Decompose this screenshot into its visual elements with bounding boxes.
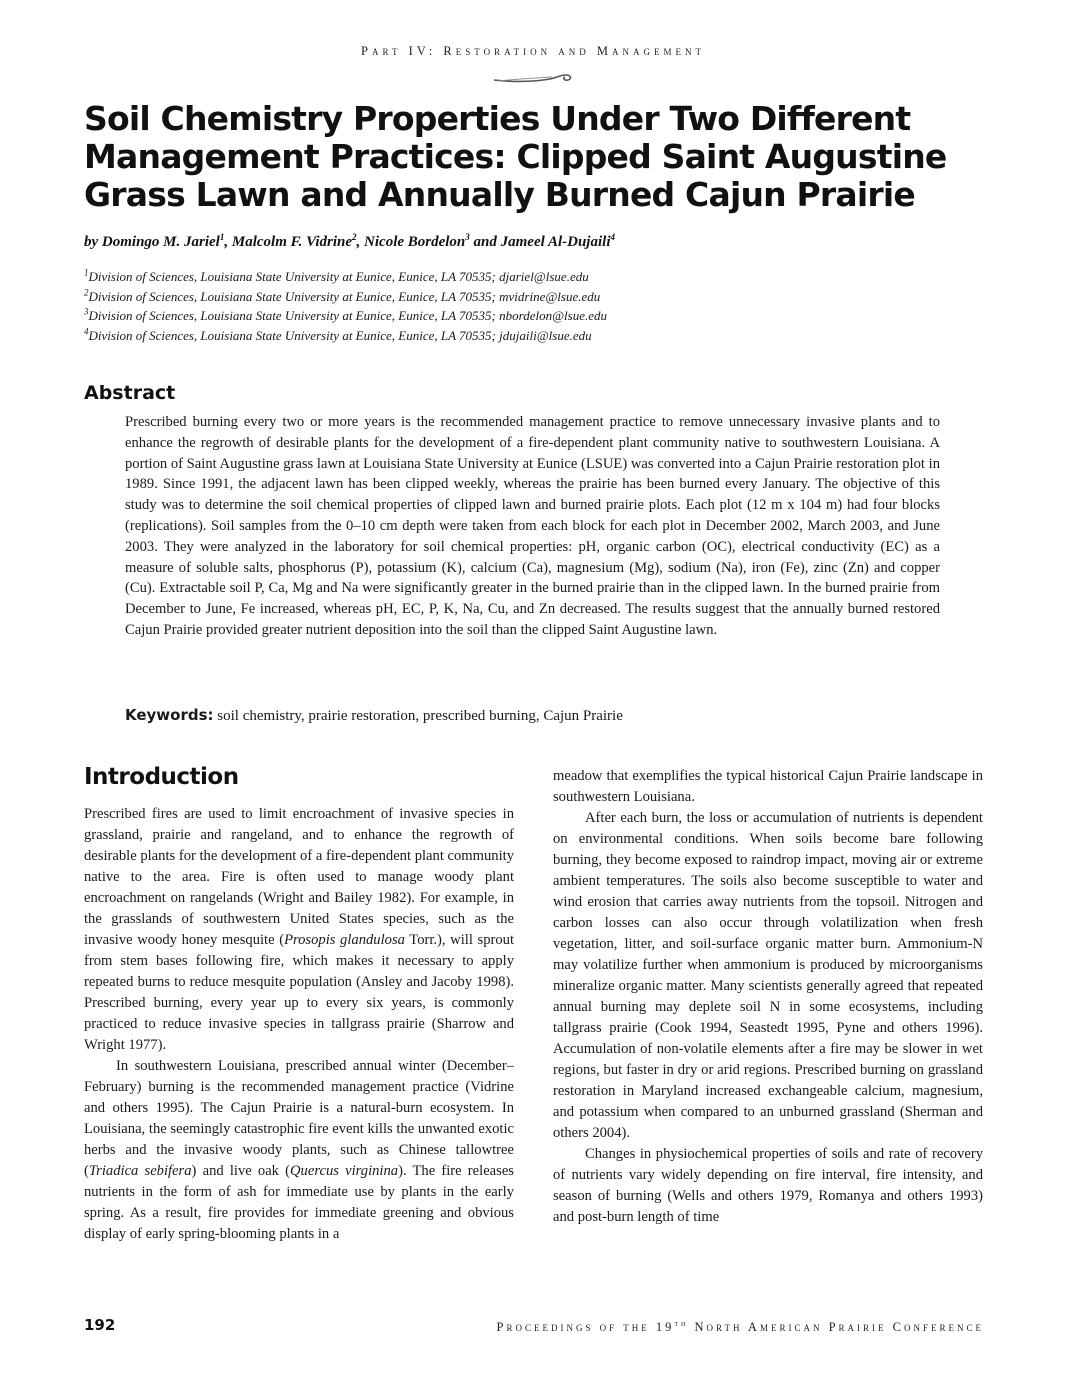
running-head: Part IV: Restoration and Management	[361, 44, 705, 58]
byline: by Domingo M. Jariel$^1$, Malcolm F. Vidrine$^2$, Nicole Bordelon$^3$ and Jameel Al-Dujaili$^4$	[84, 232, 615, 250]
affiliation-line: $^3$Division of Sciences, Louisiana State University at Eunice, Eunice, LA 70535; nbordelon@lsue.edu	[84, 306, 608, 323]
author-affiliation-marker: 3	[465, 232, 470, 242]
author-name: Jameel Al-Dujaili	[500, 234, 611, 250]
paper-title	[84, 100, 984, 214]
body-paragraph: meadow that exemplifies the typical historical Cajun Prairie landscape in southwestern Louisiana.	[553, 768, 983, 805]
author-name: Nicole Bordelon	[364, 234, 466, 250]
ornament-divider	[492, 70, 574, 86]
body-paragraph: Prescribed fires are used to limit encroachment of invasive species in grassland, prairie and rangeland, and to enhance the regrowth of desirable plants for the development of a fire-dependent plant community native to the area. Fire is often used to manage woody plant encroachment on rangelands (Wright and Bailey 1982). For example, in the grasslands of southwestern United States species, such as the invasive woody honey mesquite (Prosopis glandulosa Torr.), will sprout from stem bases following fire, which makes it necessary to apply repeated burns to reduce mesquite population (Ansley and Jacoby 1998). Prescribed burning, every year up to every six years, is commonly practiced to reduce invasive species in tallgrass prairie (Sharrow and Wright 1977).	[84, 806, 514, 1053]
body-column-left	[84, 804, 514, 1245]
body-column-right	[553, 766, 983, 1228]
keywords-text: soil chemistry, prairie restoration, prescribed burning, Cajun Prairie	[217, 708, 623, 724]
keywords-label: Keywords:	[125, 706, 214, 724]
affiliation-line: $^2$Division of Sciences, Louisiana State University at Eunice, Eunice, LA 70535; mvidrine@lsue.edu	[84, 287, 601, 304]
author-affiliation-marker: 1	[219, 232, 225, 242]
affiliations	[84, 267, 984, 345]
title-line: Soil Chemistry Properties Under Two Different	[84, 99, 911, 138]
body-paragraph: Changes in physiochemical properties of soils and rate of recovery of nutrients vary widely depending on fire interval, fire intensity, and season of burning (Wells and others 1979, Romanya and others 1993) and post-burn length of time	[553, 1146, 983, 1225]
affiliation-line: $^4$Division of Sciences, Louisiana State University at Eunice, Eunice, LA 70535; jdujaili@lsue.edu	[84, 326, 592, 343]
title-line: Grass Lawn and Annually Burned Cajun Prairie	[84, 175, 915, 214]
running-foot: Proceedings of the 19th North American Prairie Conference	[496, 1319, 984, 1335]
author-affiliation-marker: 4	[610, 232, 615, 242]
author-name: Malcolm F. Vidrine	[231, 234, 353, 250]
page-number: 192	[84, 1316, 116, 1334]
body-paragraph: After each burn, the loss or accumulation of nutrients is dependent on environmental conditions. When soils become bare following burning, they become exposed to raindrop impact, moving air or extreme ambient temperatures. The soils also become susceptible to water and wind erosion that carries away nutrients from the topsoil. Nitrogen and carbon losses can also occur through volatilization when fresh vegetation, litter, and soil-surface organic matter burn. Ammonium-N may volatilize further when ammonium is produced by microorganisms mineralize organic matter. Many scientists generally agreed that repeated annual burning may deplete soil N in some ecosystems, including tallgrass prairie (Cook 1994, Seastedt 1995, Pyne and others 1996). Accumulation of non-volatile elements after a fire may be slower in wet regions, but faster in dry or arid regions. Prescribed burning on grassland restoration in Maryland increased exchangeable calcium, magnesium, and potassium when compared to an unburned grassland (Sherman and others 2004).	[553, 810, 983, 1141]
keywords	[125, 706, 623, 725]
abstract-text: Prescribed burning every two or more years is the recommended management practice to remove unnecessary invasive plants and to enhance the regrowth of desirable plants for the development of a fire-dependent plant community native to southwestern Louisiana. A portion of Saint Augustine grass lawn at Louisiana State University at Eunice (LSUE) was converted into a Cajun Prairie restoration plot in 1989. Since 1991, the adjacent lawn has been clipped weekly, whereas the prairie has been burned every January. The objective of this study was to determine the soil chemical properties of clipped lawn and burned prairie plots. Each plot (12 m x 104 m) had four blocks (replications). Soil samples from the 0–10 cm depth were taken from each block for each plot in December 2002, March 2003, and June 2003. They were analyzed in the laboratory for soil chemical properties: pH, organic carbon (OC), electrical conductivity (EC) as a measure of soluble salts, phosphorus (P), potassium (K), calcium (Ca), magnesium (Mg), sodium (Na), iron (Fe), zinc (Zn) and copper (Cu). Extractable soil P, Ca, Mg and Na were significantly greater in the burned prairie than in the clipped lawn. In the burned prairie from December to June, Fe increased, whereas pH, EC, P, K, Na, Cu, and Zn decreased. The results suggest that the annually burned restored Cajun Prairie provided greater nutrient deposition into the soil than the clipped Saint Augustine lawn.	[125, 414, 940, 638]
title-line: Management Practices: Clipped Saint Augustine	[84, 137, 947, 176]
affiliation-line: $^1$Division of Sciences, Louisiana State University at Eunice, Eunice, LA 70535; djariel@lsue.edu	[84, 267, 589, 284]
abstract-heading: Abstract	[84, 382, 176, 404]
author-affiliation-marker: 2	[352, 232, 357, 242]
author-name: Domingo M. Jariel	[101, 234, 220, 250]
body-paragraph: In southwestern Louisiana, prescribed annual winter (December–February) burning is the recommended management practice (Vidrine and others 1995). The Cajun Prairie is a natural-burn ecosystem. In Louisiana, the seemingly catastrophic fire event kills the unwanted exotic herbs and the invasive woody plants, such as Chinese tallowtree (Triadica sebifera) and live oak (Quercus virginina). The fire releases nutrients in the form of ash for immediate use by plants in the early spring. As a result, fire provides for immediate greening and obvious display of early spring-blooming plants in a	[84, 1058, 514, 1242]
introduction-heading: Introduction	[84, 764, 239, 790]
